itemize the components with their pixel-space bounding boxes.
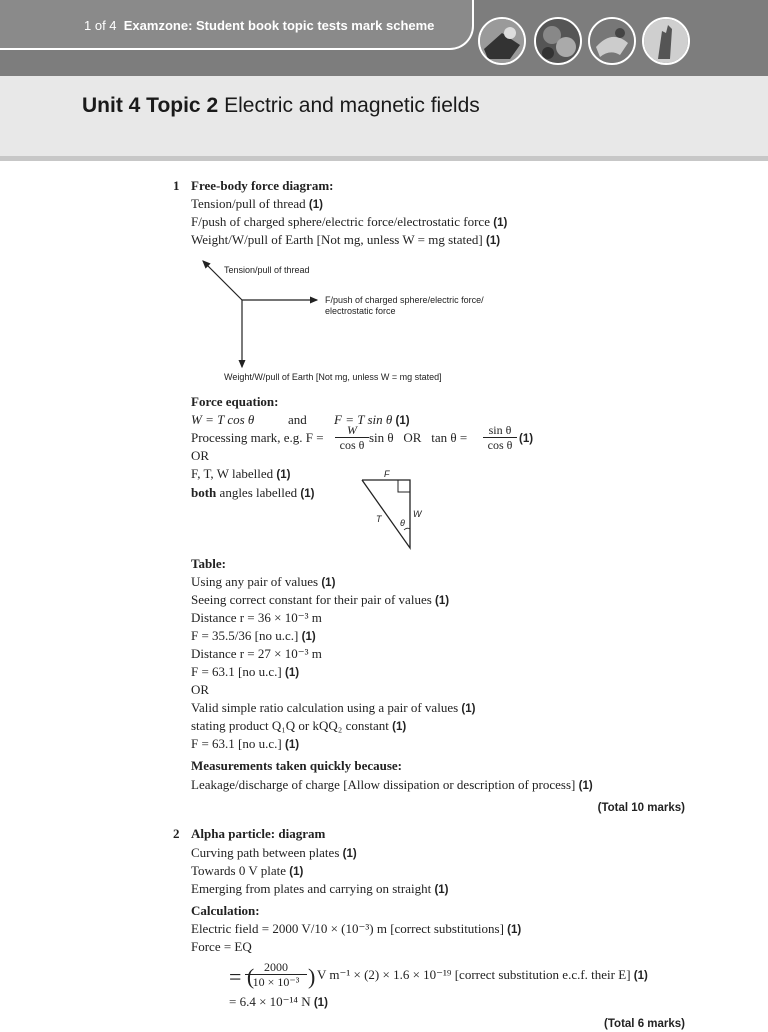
weight-label: Weight/W/pull of Earth [Not mg, unless W = mg stated] <box>224 372 442 382</box>
mark: (1) <box>507 924 522 936</box>
measurements-line: Leakage/discharge of charge [Allow dissipation or description of process] <box>191 777 576 792</box>
mark: (1) <box>289 866 304 878</box>
angles-line: angles labelled <box>219 485 298 500</box>
processing-mid: sin θ OR tan θ = <box>369 430 468 445</box>
force-label-2: electrostatic force <box>325 306 396 316</box>
table-line: OR <box>191 682 210 697</box>
table-line: Seeing correct constant for their pair of values <box>191 592 432 607</box>
header-bar <box>0 0 768 76</box>
mark: (1) <box>493 217 508 229</box>
force-label-1: F/push of charged sphere/electric force/ <box>325 295 484 305</box>
tension-label: Tension/pull of thread <box>224 265 310 275</box>
triangle-w: W <box>413 509 422 519</box>
open-paren: = ( <box>229 964 255 989</box>
q2-line: Towards 0 V plate <box>191 863 287 878</box>
eq-and: and <box>288 412 307 427</box>
mark: (1) <box>434 884 449 896</box>
table-heading: Table: <box>191 556 226 571</box>
q1-line-3: Weight/W/pull of Earth [Not mg, unless W = mg stated] (1) <box>191 232 501 247</box>
cover-photo-2 <box>534 17 582 65</box>
question-number-1: 1 <box>173 178 180 193</box>
labelled-line: F, T, W labelled <box>191 466 274 481</box>
table-line: Distance r = 27 × 10⁻³ m <box>191 646 322 661</box>
triangle-f: F <box>384 469 390 479</box>
processing-prefix: Processing mark, e.g. F = <box>191 430 324 445</box>
q1-line-2: F/push of charged sphere/electric force/electrostatic force (1) <box>191 214 508 229</box>
mark: (1) <box>285 667 300 679</box>
mark: (1) <box>633 970 648 982</box>
page-title <box>82 94 480 118</box>
table-line: Distance r = 36 × 10⁻³ m <box>191 610 322 625</box>
fraction-sin-over-cos: $\frac{\text{sin θ}}{\text{cos θ}}$ <box>483 424 517 452</box>
or-1: OR <box>191 448 210 463</box>
table-line: Using any pair of values <box>191 574 319 589</box>
mark: (1) <box>392 721 407 733</box>
mark: (1) <box>308 199 323 211</box>
q1-line-1: Tension/pull of thread (1) <box>191 196 323 211</box>
mark: (1) <box>300 488 315 500</box>
both-word: both <box>191 485 217 500</box>
mark: (1) <box>486 235 501 247</box>
mark: (1) <box>301 631 316 643</box>
substitution-line: V m⁻¹ × (2) × 1.6 × 10⁻¹⁹ [correct substitution e.c.f. their E] <box>317 967 631 982</box>
unit-label: Unit 4 Topic 2 <box>82 94 219 117</box>
triangle-theta: θ <box>400 518 405 528</box>
q1-total: (Total 10 marks) <box>597 802 685 814</box>
force-equation-heading: Force equation: <box>191 394 279 409</box>
title-band <box>0 76 768 161</box>
force-line: Force = EQ <box>191 939 252 954</box>
mark: (1) <box>461 703 476 715</box>
q2-total: (Total 6 marks) <box>604 1018 685 1030</box>
mark: (1) <box>321 577 336 589</box>
mark: (1) <box>285 739 300 751</box>
field-fraction: $\frac{2000}{\text{10 × 10⁻³}}$ <box>245 961 307 989</box>
mark: (1) <box>276 469 291 481</box>
book-title: Examzone: Student book topic tests mark scheme <box>123 18 435 33</box>
close-paren: ) <box>308 964 316 989</box>
cover-photo-4 <box>642 17 690 65</box>
eq-weight: W = T cos θ <box>191 412 255 427</box>
table-line: F = 63.1 [no u.c.] <box>191 664 282 679</box>
cover-photo-1 <box>478 17 526 65</box>
mark: (1) <box>313 997 328 1009</box>
mark: (1) <box>519 433 534 445</box>
header-title <box>84 18 434 33</box>
electric-field-line: Electric field = 2000 V/10 × (10⁻³) m [correct substitutions] <box>191 921 504 936</box>
q2-line: Curving path between plates <box>191 845 340 860</box>
mark: (1) <box>578 780 593 792</box>
table-line: F = 35.5/36 [no u.c.] <box>191 628 299 643</box>
page-indicator: 1 of 4 <box>84 18 117 33</box>
table-line: Valid simple ratio calculation using a pair of values <box>191 700 459 715</box>
mark: (1) <box>342 848 357 860</box>
question-number-2: 2 <box>173 826 180 841</box>
table-line: F = 63.1 [no u.c.] <box>191 736 282 751</box>
topic-label: Electric and magnetic fields <box>224 94 480 117</box>
mark: (1) <box>395 415 410 427</box>
result-line: = 6.4 × 10⁻¹⁴ N <box>229 994 311 1009</box>
q2-heading: Alpha particle: diagram <box>191 826 326 841</box>
calculation-heading: Calculation: <box>191 903 260 918</box>
measurements-heading: Measurements taken quickly because: <box>191 758 403 773</box>
fraction-w-over-cos: $\frac{W}{\text{cos θ}}$ <box>335 424 369 452</box>
triangle-t: T <box>376 514 382 524</box>
table-line: stating product Q₁Q or kQQ₂ constant <box>191 718 389 733</box>
q1-heading: Free-body force diagram: <box>191 178 334 193</box>
mark: (1) <box>435 595 450 607</box>
q2-line: Emerging from plates and carrying on straight <box>191 881 432 896</box>
cover-photo-3 <box>588 17 636 65</box>
eq-force: F = T sin θ <box>334 412 393 427</box>
